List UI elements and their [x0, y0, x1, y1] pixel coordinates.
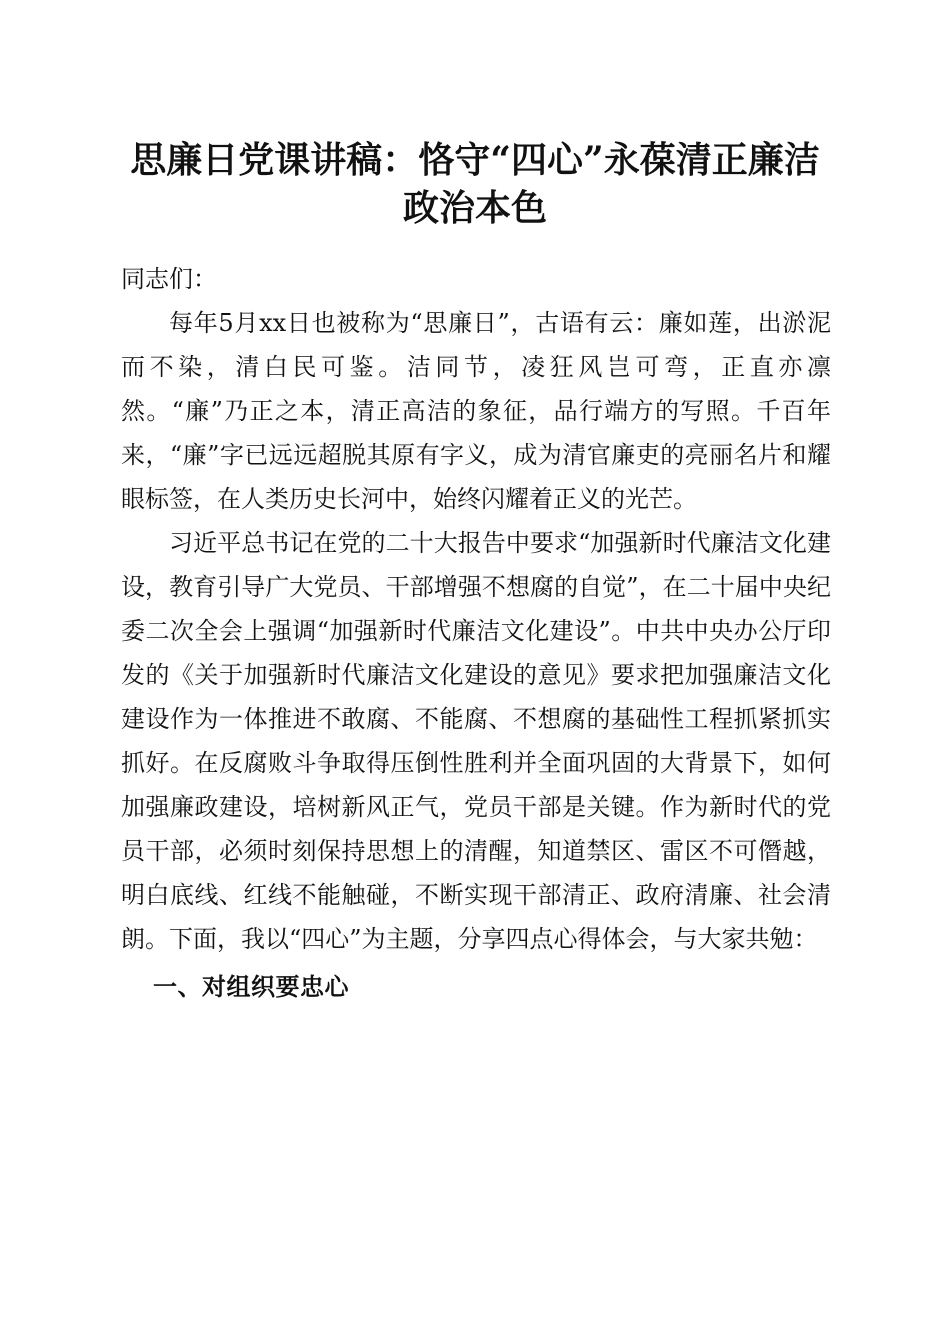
paragraph-2: 习近平总书记在党的二十大报告中要求“加强新时代廉洁文化建设，教育引导广大党员、干部增强不想腐的自觉”，在二十届中央纪委二次全会上强调“加强新时代廉洁文化建设”。中共中央办公厅印发的《关于加强新时代廉洁文化建设的意见》要求把加强廉洁文化建设作为一体推进不敢腐、不能腐、不想腐的基础性工程抓紧抓实抓好。在反腐败斗争取得压倒性胜利并全面巩固的大背景下，如何加强廉政建设，培树新风正气，党员干部是关键。作为新时代的党员干部，必须时刻保持思想上的清醒，知道禁区、雷区不可僭越，明白底线、红线不能触碰，不断实现干部清正、政府清廉、社会清朗。下面，我以“四心”为主题，分享四点心得体会，与大家共勉：: [121, 529, 831, 953]
salutation: 同志们：: [121, 265, 217, 293]
title-line-2: 政治本色: [402, 187, 547, 229]
document-body: [121, 257, 831, 1009]
section-heading: 一、对组织要忠心: [153, 973, 349, 1001]
document-title: [100, 136, 850, 232]
paragraph-1: 每年5月xx日也被称为“思廉日”，古语有云：廉如莲，出淤泥而不染，清白民可鉴。洁同节，凌狂风岂可弯，正直亦凛然。“廉”乃正之本，清正高洁的象征，品行端方的写照。千百年来，“廉”字已远远超脱其原有字义，成为清官廉吏的亮丽名片和耀眼标签，在人类历史长河中，始终闪耀着正义的光芒。: [121, 309, 831, 513]
title-line-1: 思廉日党课讲稿：恪守“四心”永葆清正廉洁: [130, 139, 820, 181]
